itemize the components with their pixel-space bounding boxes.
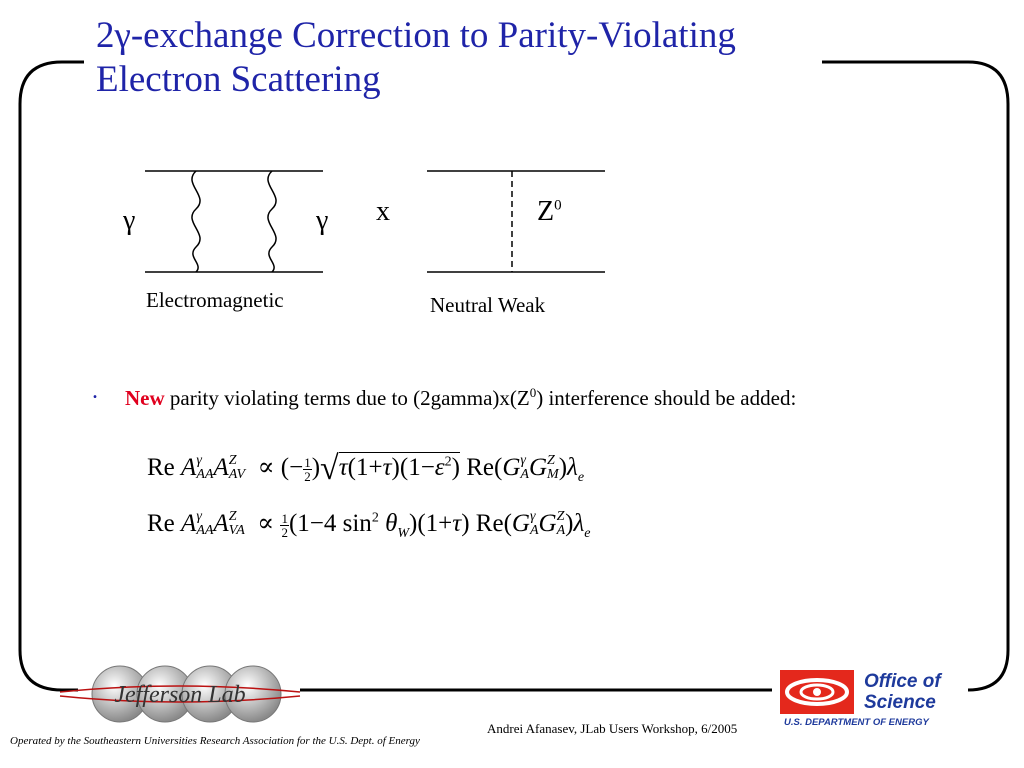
gamma-label-left: γ [123,205,136,236]
title-line-1: 2γ-exchange Correction to Parity-Violating [96,15,736,56]
doe-logo-line2: Science [864,692,936,713]
times-symbol: x [376,196,390,227]
bullet-text-before: parity violating terms due to (2gamma)x(Z [164,386,530,410]
jlab-logo-text: Jefferson Lab [114,682,246,708]
photon-line-left [192,171,200,272]
doe-office-of-science-logo [778,668,973,728]
footer-text: Operated by the Southeastern Universities Research Association for the U.S. Dept. of Energy [10,735,420,747]
equation-2: Re A γ AA A Z VA ∝ $\frac{1}{2}$ (1−4 $\sin^2 \theta_W)(1+\tau)$ Re(G γ A G Z A )$\lambda_e$ [147,509,591,541]
gamma-label-right: γ [316,205,329,236]
bullet-text-after: ) interference should be added: [536,386,797,410]
z-superscript: 0 [554,197,562,214]
bullet-new-word: New [125,386,165,410]
em-label: Electromagnetic [146,288,284,312]
jefferson-lab-logo [58,662,303,728]
doe-logo-line3: U.S. DEPARTMENT OF ENERGY [784,717,929,728]
author-credit: Andrei Afanasev, JLab Users Workshop, 6/2005 [487,721,738,736]
weak-label: Neutral Weak [430,293,546,317]
z-letter: Z [537,196,555,227]
photon-line-right [268,171,276,272]
equation-1: Re A γ AA A Z AV ∝ (− $\frac{1}{2}$ )$√\tau(1+\tau)(1-\varepsilon^2)$ Re(G γ A G Z M )$\lambda_e$ [147,450,585,487]
bullet-marker: . [92,378,98,404]
bullet-sup: 0 [529,385,537,400]
z-boson-label [537,196,562,228]
doe-logo-line1: Office of [864,671,941,692]
title-line-2: Electron Scattering [96,59,381,100]
bullet-text [125,378,865,413]
